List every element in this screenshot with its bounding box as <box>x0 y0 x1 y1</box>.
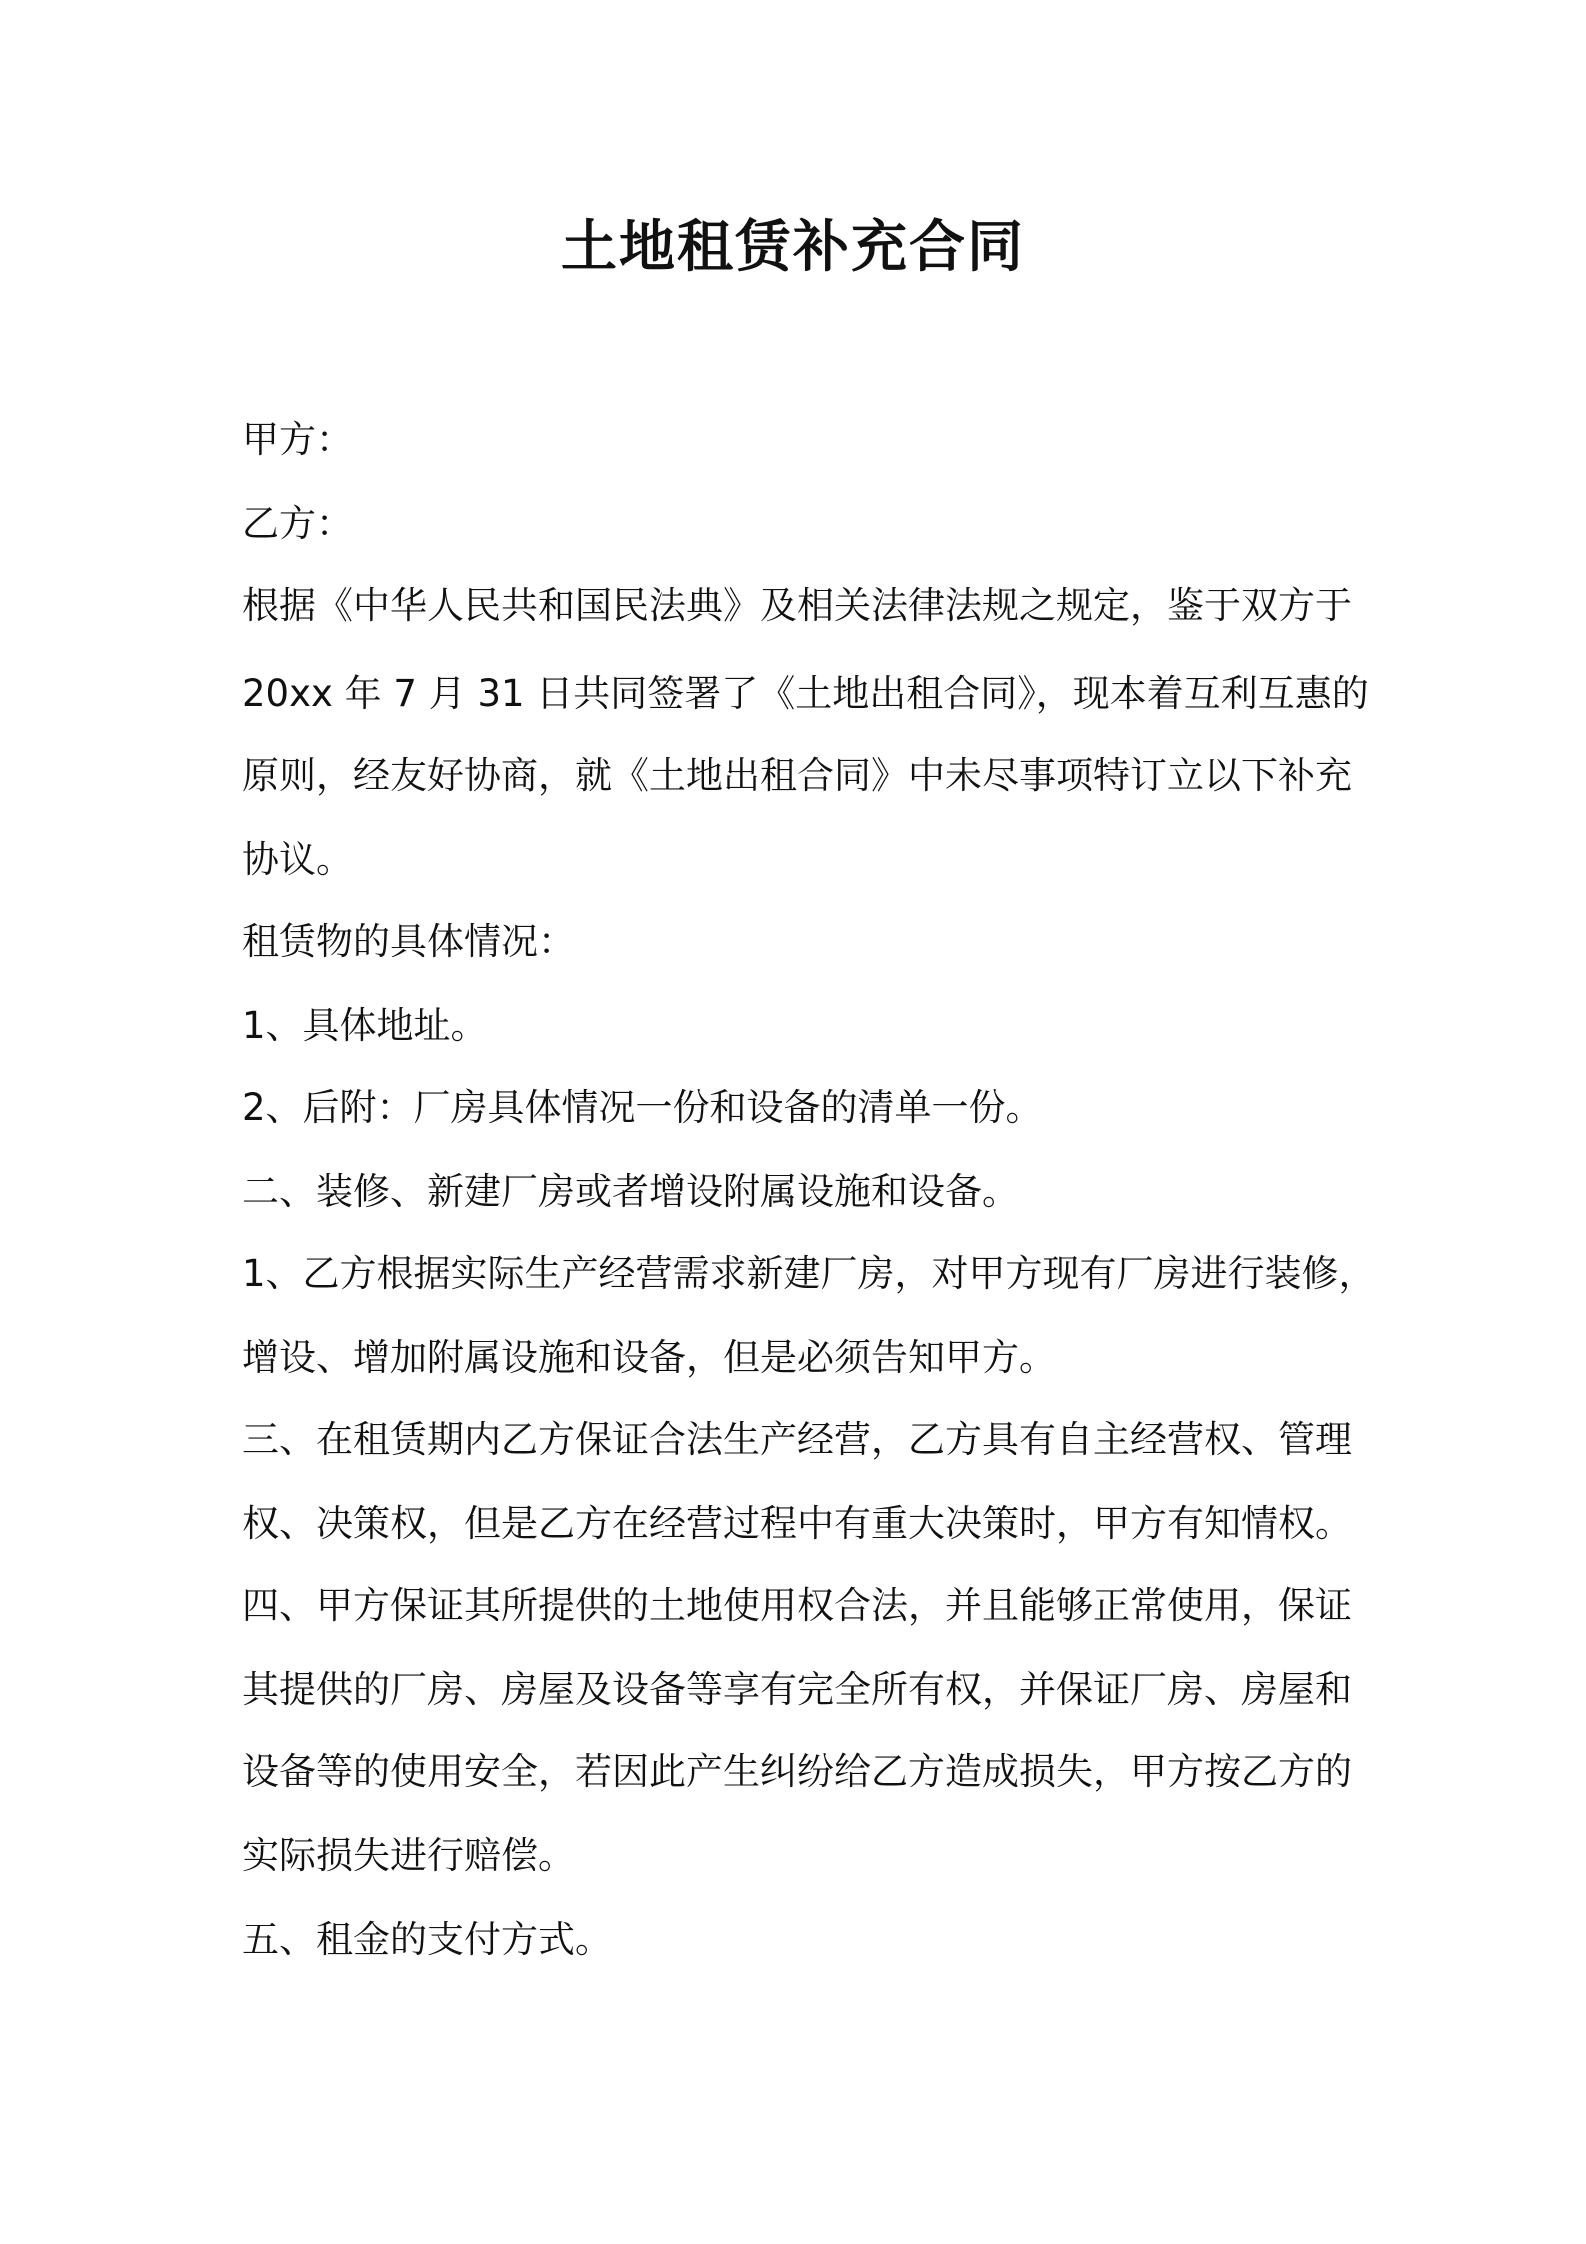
clause-item-attachment: 2、后附：厂房具体情况一份和设备的清单一份。 <box>242 1086 1043 1129</box>
document-title: 土地租赁补充合同 <box>561 215 1025 280</box>
section-4-line-4: 实际损失进行赔偿。 <box>242 1834 575 1877</box>
section-4-line-2: 其提供的厂房、房屋及设备等享有完全所有权，并保证厂房、房屋和 <box>242 1668 1352 1711</box>
preamble-line-4: 协议。 <box>242 838 353 881</box>
party-a-line: 甲方： <box>242 418 353 461</box>
party-b-line: 乙方： <box>242 502 353 545</box>
leased-property-heading: 租赁物的具体情况： <box>242 920 575 963</box>
section-3-line-2: 权、决策权，但是乙方在经营过程中有重大决策时，甲方有知情权。 <box>242 1502 1352 1545</box>
section-2-item-1-line-1: 1、乙方根据实际生产经营需求新建厂房，对甲方现有厂房进行装修， <box>242 1252 1376 1295</box>
section-3-line-1: 三、在租赁期内乙方保证合法生产经营，乙方具有自主经营权、管理 <box>242 1418 1352 1461</box>
preamble-line-1: 根据《中华人民共和国民法典》及相关法律法规之规定，鉴于双方于 <box>242 584 1352 627</box>
section-4-line-1: 四、甲方保证其所提供的土地使用权合法，并且能够正常使用，保证 <box>242 1584 1352 1627</box>
clause-item-address: 1、具体地址。 <box>242 1004 488 1047</box>
section-2-heading: 二、装修、新建厂房或者增设附属设施和设备。 <box>242 1170 1019 1213</box>
section-5-heading: 五、租金的支付方式。 <box>242 1918 612 1961</box>
section-4-line-3: 设备等的使用安全，若因此产生纠纷给乙方造成损失，甲方按乙方的 <box>242 1750 1352 1793</box>
section-2-item-1-line-2: 增设、增加附属设施和设备，但是必须告知甲方。 <box>242 1336 1056 1379</box>
preamble-line-3: 原则，经友好协商，就《土地出租合同》中未尽事项特订立以下补充 <box>242 754 1352 797</box>
preamble-line-2: 20xx 年 7 月 31 日共同签署了《土地出租合同》，现本着互利互惠的 <box>242 672 1369 715</box>
